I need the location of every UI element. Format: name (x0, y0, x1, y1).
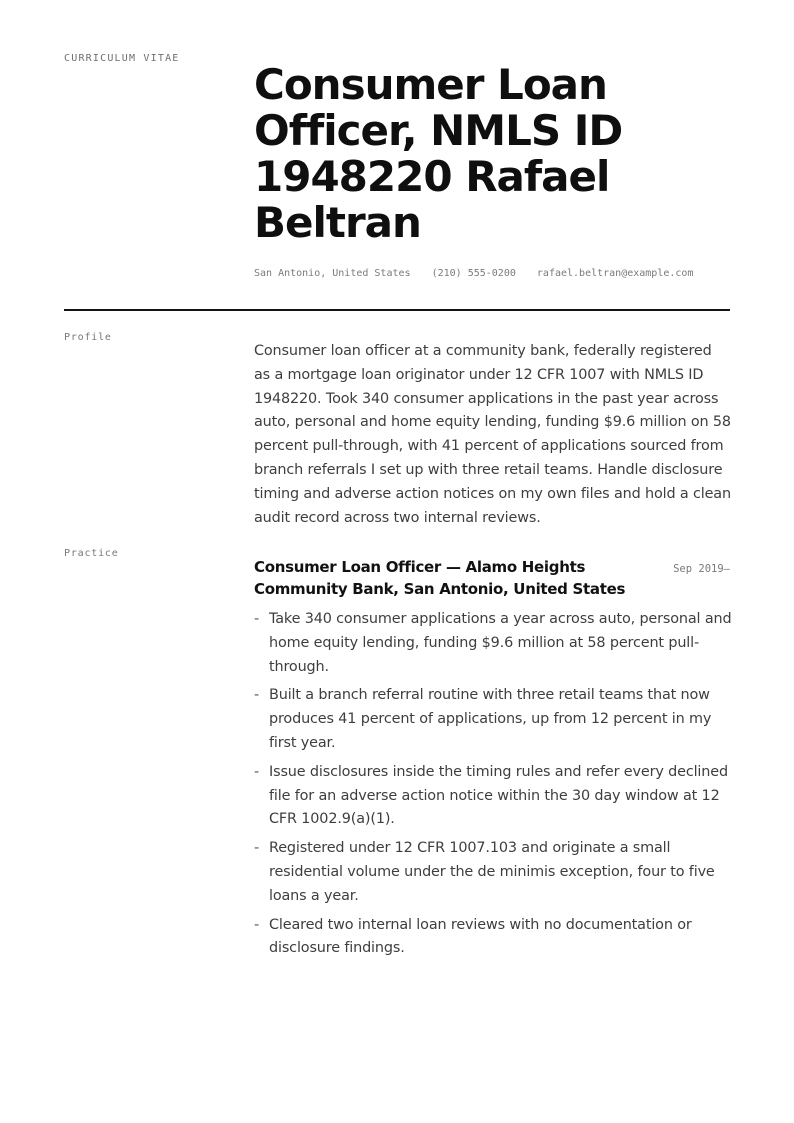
job-bullet (254, 761, 734, 832)
job-date: Sep 2019– (673, 563, 730, 575)
job-bullet (254, 914, 734, 962)
job-bullet (254, 608, 734, 679)
profile-section-label: Profile (64, 332, 112, 343)
job-bullet-text: Issue disclosures inside the timing rules and refer every declined file for an adverse action notice within the 30 day window at 12 CFR 1002.9(a)(1). (269, 763, 728, 828)
contact-email: rafael.beltran@example.com (536, 268, 694, 279)
bullet-dash-icon: - (254, 763, 260, 780)
practice-section-label: Practice (64, 548, 119, 559)
job-bullet (254, 684, 734, 755)
bullet-dash-icon: - (254, 611, 260, 627)
profile-summary: Consumer loan officer at a community bank, federally registered as a mortgage loan originator under 12 CFR 1007 with NMLS ID 1948220. Took 340 consumer applications in the past year across auto, personal and home equity lending, funding $9.6 million on 58 percent pull-through, with 41 percent of applications sourced from branch referrals I set up with three retail teams. Handle disclosure timing and adverse action notices on my own files and hold a clean audit record across two internal reviews. (254, 343, 731, 526)
contact-location: San Antonio, United States (254, 268, 411, 279)
job-bullet-text: Cleared two internal loan reviews with no documentation or disclosure findings. (269, 916, 692, 957)
page-title: Consumer Loan Officer, NMLS ID 1948220 Rafael Beltran (254, 60, 623, 247)
job-bullet-list (254, 608, 734, 966)
job-title: Consumer Loan Officer — Alamo Heights Community Bank, San Antonio, United States (254, 558, 626, 598)
job-bullet-text: Built a branch referral routine with three retail teams that now produces 41 percent of applications, up from 12 percent in my first year. (269, 687, 712, 751)
bullet-dash-icon: - (254, 840, 260, 857)
bullet-dash-icon: - (254, 916, 260, 933)
document-eyebrow: CURRICULUM VITAE (64, 53, 180, 64)
contact-line (254, 268, 708, 279)
job-bullet-text: Registered under 12 CFR 1007.103 and originate a small residential volume under the de minimis exception, four to five loans a year. (269, 840, 715, 904)
bullet-dash-icon: - (254, 687, 260, 704)
job-bullet (254, 837, 734, 908)
header-divider (64, 309, 730, 311)
contact-phone: (210) 555-0200 (431, 268, 516, 279)
job-bullet-text: Take 340 consumer applications a year across auto, personal and home equity lending, funding $9.6 million at 58 percent pull-through. (269, 611, 732, 675)
